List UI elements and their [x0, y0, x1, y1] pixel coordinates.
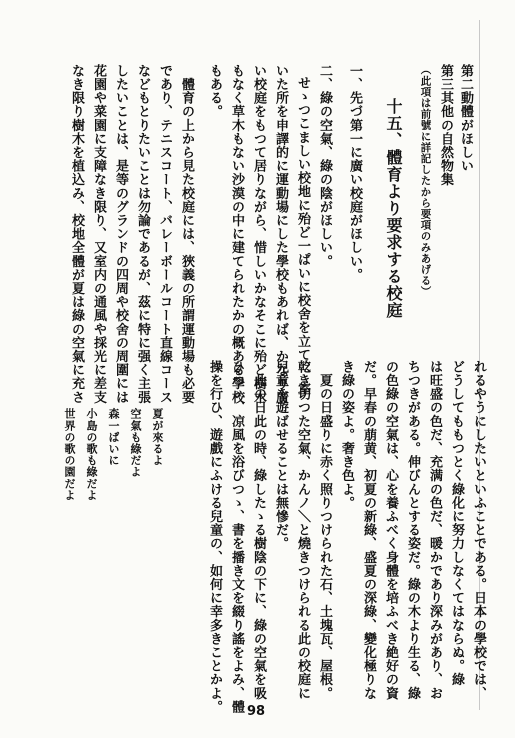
body-line-7: であり、テニスコート、バレーボールコート直線コース [157, 64, 172, 404]
page-number: 98 [246, 704, 266, 719]
body-line-5: もある。 [207, 64, 222, 119]
left-line-5: の色綠の空氣は、心を養ふべく身體を培ふべき絶好の資 [383, 360, 398, 700]
left-line-2: どうしてももつとく綠化に努力しなくてはならぬ。綠 [449, 360, 464, 687]
item-1: 一、先づ第一に廣い校庭がほしい。 [347, 64, 362, 282]
left-line-10: 兒童を遊ばせることは無慘だ。 [273, 360, 288, 551]
poem-line-4: 小島の歌も綠だよ [85, 408, 98, 501]
body-line-1: せゝつこましい校地に殆ど一ぱいに校舍を立て、、室 [295, 76, 310, 396]
section-3-title: 第三其他の自然物集 [438, 64, 453, 187]
left-line-13: 操を行ひ、遊戲にふける兒童の、如何に幸多きことかよ。 [207, 360, 222, 714]
note: （此項は前號に詳記したから要項のみあげる） [419, 64, 432, 298]
left-line-11: 此の日此の時、綠したゝる樹陰の下に、綠の空氣を吸 [251, 360, 266, 700]
body-line-3: い校庭をもつて居りながら、惜しいかなそこに殆ど樹木 [251, 64, 266, 404]
left-line-7: き綠の姿よ。奢き色よ。 [339, 360, 354, 510]
body-line-2: いた所を申譯的に運動場にした學校もあれば、かなり廣 [273, 64, 288, 404]
body-line-9: したいことは、是等のグランドの四周や校舍の周圍には [113, 64, 128, 404]
left-line-9: 乾き切つた空氣、かんノ＼と燒きつけられる此の校庭に [295, 360, 310, 700]
poem-line-5: 世界の歌の園だよ [63, 408, 76, 501]
body-line-6: 體育の上から見た校庭には、狹義の所謂運動場も必要 [179, 64, 194, 404]
left-line-4: ちつきがある。伸びんとする姿だ。綠の木より生る、綠 [405, 360, 420, 700]
item-2: 二、綠の空氣、綠の陰がほしい。 [317, 64, 332, 268]
left-line-3: は旺盛の色だ、充满の色だ、暖かであり深みがあり、お [427, 360, 442, 700]
body-line-8: などもとりたいことは勿論であるが、茲に特に强く主張 [135, 64, 150, 404]
body-line-4: もなく草木もない沙漠の中に建てられたかの概ある學校 [229, 64, 244, 404]
left-line-6: だ。早春の萠黄、初夏の新綠、盛夏の深綠、變化極りな [361, 360, 376, 700]
section-2-title: 第二動體がほしい [458, 64, 473, 173]
body-line-10: 花園や菜園に支障なき限り、又室内の通風や採光に差支 [91, 64, 106, 404]
left-line-1: れるやうにしたいといふことである。日本の學校では、 [471, 360, 486, 700]
body-line-11: なき限り樹木を植込み、校地全體が夏は綠の空氣に充さ [69, 64, 84, 404]
left-line-12: ひつゝ、凉風を浴びつゝ、書を播き文を綴り謠をよみ、體 [229, 360, 244, 714]
left-line-8: 夏の日盛りに赤く照りつけられた石、土塊瓦、屋根。 [317, 360, 332, 700]
chapter-heading: 十五、體育より要求する校庭 [384, 98, 403, 319]
poem-line-1: 夏が來るよ [151, 408, 164, 466]
poem-line-2: 空氣も綠だよ [129, 408, 142, 478]
poem-line-3: 森一ぱいに [107, 408, 120, 466]
